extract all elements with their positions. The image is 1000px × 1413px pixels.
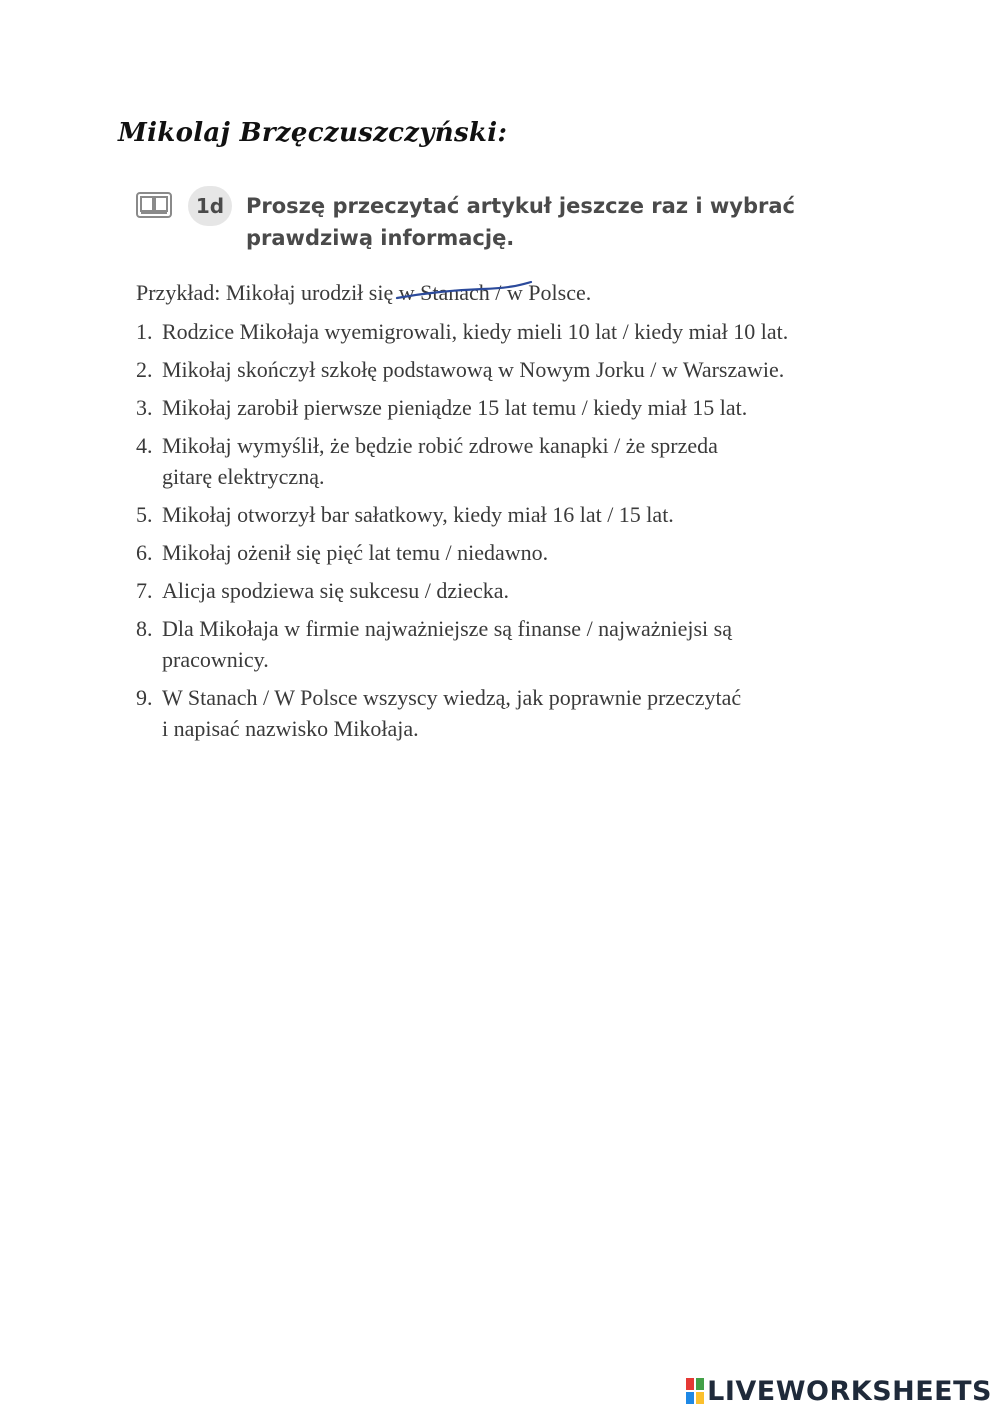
item-text — [162, 316, 896, 347]
item-number: 4. — [136, 433, 153, 458]
item-number: 6. — [136, 540, 153, 565]
liveworksheets-watermark — [686, 1375, 992, 1407]
exercise-number-badge: 1d — [188, 186, 232, 226]
example-crossed-text: w Stanach / — [398, 280, 502, 305]
item-text — [162, 682, 896, 744]
item-text — [162, 354, 896, 385]
item-number: 1. — [136, 319, 153, 344]
instruction-line-2: prawdziwą informację. — [246, 226, 515, 250]
book-icon — [136, 192, 172, 218]
item-text — [162, 613, 896, 675]
instruction-line-1: Proszę przeczytać artykuł jeszcze raz i wybrać — [246, 194, 795, 218]
handwritten-strike-mark — [395, 281, 535, 305]
list-item — [136, 499, 896, 530]
item-line: Mikołaj zarobił pierwsze pieniądze 15 lat temu / kiedy miał 15 lat. — [162, 395, 748, 420]
item-text — [162, 499, 896, 530]
example-text-after: w Polsce. — [501, 280, 592, 305]
item-line: Mikołaj ożenił się pięć lat temu / niedawno. — [162, 540, 549, 565]
list-item — [136, 537, 896, 568]
list-item — [136, 316, 896, 347]
item-text — [162, 392, 896, 423]
list-item — [136, 682, 896, 744]
list-item — [136, 613, 896, 675]
item-line: Alicja spodziewa się sukcesu / dziecka. — [162, 578, 509, 603]
item-line-continued: gitarę elektryczną. — [162, 464, 325, 489]
item-number: 7. — [136, 578, 153, 603]
liveworksheets-brand-text: LIVEWORKSHEETS — [707, 1375, 992, 1407]
exercise-instruction — [246, 190, 826, 254]
list-item — [136, 575, 896, 606]
item-number: 9. — [136, 685, 153, 710]
item-line: Mikołaj wymyślił, że będzie robić zdrowe kanapki / że sprzeda — [162, 433, 718, 458]
item-line: Dla Mikołaja w firmie najważniejsze są finanse / najważniejsi są — [162, 616, 732, 641]
item-line-continued: i napisać nazwisko Mikołaja. — [162, 716, 419, 741]
item-line-continued: pracownicy. — [162, 647, 269, 672]
item-line: Mikołaj otworzył bar sałatkowy, kiedy miał 16 lat / 15 lat. — [162, 502, 674, 527]
item-text — [162, 575, 896, 606]
item-number: 2. — [136, 357, 153, 382]
item-number: 3. — [136, 395, 153, 420]
statement-list — [136, 316, 896, 751]
item-line: Mikołaj skończył szkołę podstawową w Nowym Jorku / w Warszawie. — [162, 357, 785, 382]
list-item — [136, 430, 896, 492]
liveworksheets-logo-icon — [686, 1378, 704, 1404]
item-text — [162, 537, 896, 568]
item-line: Rodzice Mikołaja wyemigrowali, kiedy mieli 10 lat / kiedy miał 10 lat. — [162, 319, 789, 344]
example-text-before: Przykład: Mikołaj urodził się — [136, 280, 399, 305]
student-name-heading: Mikolaj Brzęczuszczyński: — [118, 118, 508, 148]
item-line: W Stanach / W Polsce wszyscy wiedzą, jak poprawnie przeczytać — [162, 685, 742, 710]
example-crossed-option — [399, 278, 502, 308]
item-number: 5. — [136, 502, 153, 527]
example-sentence — [136, 278, 591, 308]
list-item — [136, 354, 896, 385]
list-item — [136, 392, 896, 423]
item-number: 8. — [136, 616, 153, 641]
item-text — [162, 430, 896, 492]
